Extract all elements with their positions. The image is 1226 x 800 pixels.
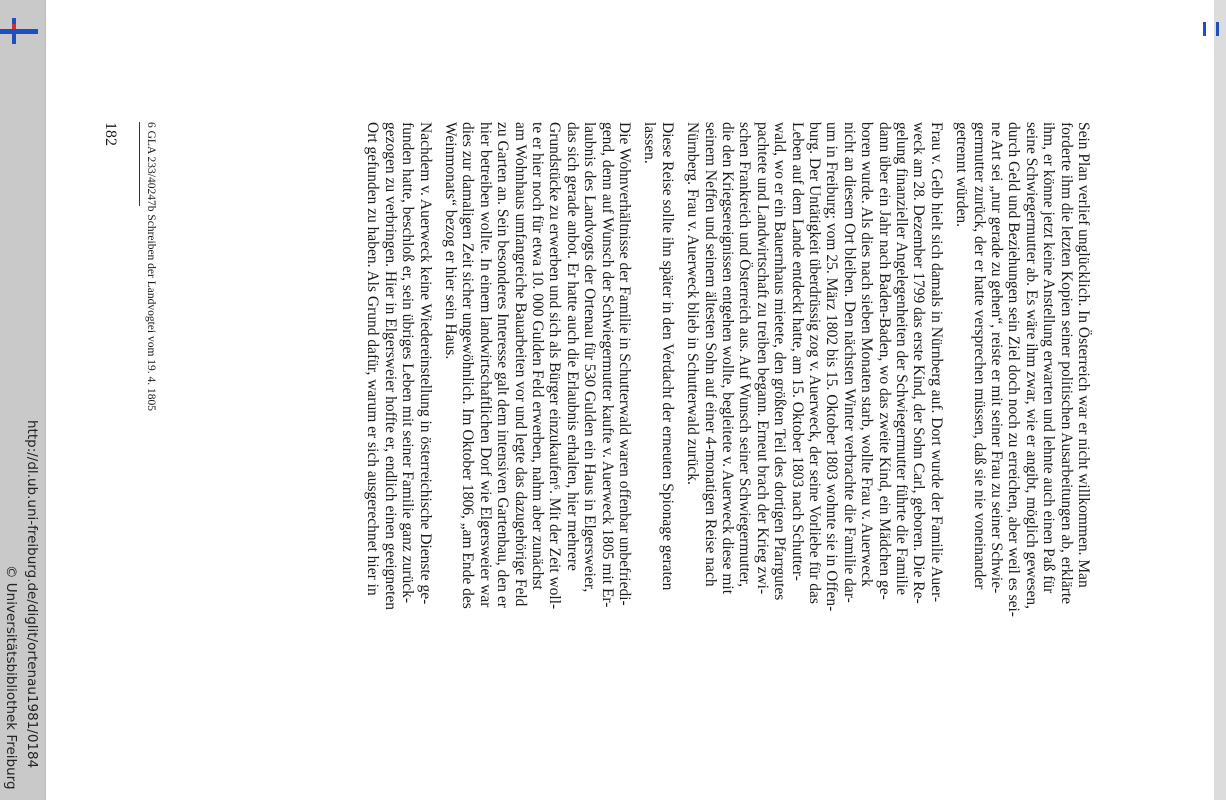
text-line: Frau v. Gelb hielt sich damals in Nürnberg auf. Dort wurde der Familie Auer- — [927, 122, 945, 603]
text-line: durch Geld und Beziehungen sein Ziel doch noch zu erreichen, aber weil es sei- — [1005, 122, 1023, 617]
text-line: Weinmonats“ bezog er hier sein Haus. — [442, 122, 459, 360]
text-line: schen Frankreich und Österreich aus. Auf Wunsch seiner Schwiegermutter, — [736, 122, 754, 588]
text-line: gelung finanzieller Angelegenheiten der Schwiegermutter führte die Familie — [893, 122, 910, 596]
text-line: Nürnberg. Frau v. Auerweck blieb in Schutterwald zurück. — [684, 122, 702, 485]
text-line: pachtete und Landwirtschaft zu treiben begann. Erneut brach der Krieg zwi- — [753, 122, 771, 595]
text-line: das sich gerade anbot. Er hatte auch die Erlaubnis erhalten, hier mehrere — [563, 122, 581, 571]
text-line: Grundstücke zu erwerben und sich als Bürger einzukaufen⁶. Mit der Zeit woll- — [546, 122, 564, 610]
text-line: lassen. — [641, 122, 659, 164]
text-line: Die Wohnverhältnisse der Familie in Schutterwald waren offenbar unbefriedi- — [616, 122, 633, 606]
text-line: ihm, er könne jetzt keine Anstellung erwarten und lehnte auch einen Paß für — [1040, 122, 1058, 594]
text-line: seinem Neffen und seinem ältesten Sohn auf einer 4-monatigen Reise nach — [701, 122, 719, 587]
text-line: burg. Der Untätigkeit überdrüssig zog v. Auerweck, der seine Vorliebe für das — [806, 122, 823, 604]
text-line: hier betreiben wollte. In einem landwirtschaftlichen Dorf wie Elgersweier war — [476, 122, 494, 608]
text-line: weck am 28. Dezember 1799 das erste Kind, der Sohn Carl, geboren. Die Re- — [910, 122, 928, 604]
text-line: te er hier noch für etwa 10. 000 Gulden Feld erwerben, nahm aber zunächst — [529, 122, 546, 590]
text-line: Sein Plan verlief unglücklich. In Österreich war er nicht willkommen. Man — [1075, 122, 1092, 588]
text-line: getrennt würden. — [953, 122, 971, 228]
text-line: gend, denn auf Wunsch der Schwiegermutter kaufte v. Auerweck 1805 mit Er- — [598, 122, 616, 608]
text-line: zu Garten an. Sein besonderes Interesse galt dem intensiven Gartenbau, den er — [494, 122, 512, 608]
copyright-notice: © Universitätsbibliothek Freiburg — [3, 565, 19, 790]
page-number: 182 — [102, 122, 119, 146]
text-line: laubnis des Landvogts der Ortenau für 530 Gulden ein Haus in Elgersweier, — [581, 122, 599, 593]
text-line: die den Kriegsereignissen entgehen wollte, begleitete v. Auerweck diese mit — [719, 122, 736, 595]
text-line: Nachdem v. Auerweck keine Wiedereinstellung in österreichische Dienste ge- — [416, 122, 434, 605]
text-line: Diese Reise sollte ihn später in den Verdacht der erneuten Spionage geraten — [658, 122, 676, 591]
text-line: Leben auf dem Lande entdeckt hatte, am 15. Oktober 1803 nach Schutter- — [788, 122, 806, 581]
text-line: Ort gefunden zu haben. Als Grund dafür, warum er sich ausgerechnet hier in — [364, 122, 382, 596]
text-line: wald, wo er ein Bauernhaus mietete, den größten Teil des dortigen Pfarrgutes — [771, 122, 789, 601]
text-line: seine Schwiegermutter ab. Es wäre ihm zwar, wie er angibt, möglich gewesen, — [1022, 122, 1040, 610]
text-line: nicht an diesem Ort bleiben. Den nächsten Winter verbrachte die Familie dar- — [840, 122, 858, 603]
text-line: dies zur damaligen Zeit sicher ungewöhnlich. Im Oktober 1806, „am Ende des — [459, 122, 477, 609]
text-line: am Wohnhaus umfangreiche Bauarbeiten vor und legte das dazugehörige Feld — [511, 122, 529, 607]
text-line: germutter zurück, der er hatte versprechen müssen, daß sie nie voneinander — [970, 122, 988, 590]
footnote: 6 GLA 233/40247b Schreiben der Landvogtei vom 19. 4. 1805 — [145, 122, 157, 412]
text-line: forderte ihm die letzten Kopien seiner politischen Ausarbeitungen ab, erklärte — [1057, 122, 1075, 605]
source-url[interactable]: http://dl.ub.uni-freiburg.de/diglit/ortenau1981/0184 — [24, 420, 40, 769]
text-line: gezogen zu verbringen. Hier in Elgersweier hoffte er, endlich einen geeigneten — [381, 122, 399, 610]
footnote-rule — [139, 122, 140, 206]
text-line: funden hatte, beschloß er, sein übriges Leben mit seiner Familie ganz zurück- — [399, 122, 417, 604]
text-line: dann über ein Jahr nach Baden-Baden, wo das zweite Kind, ein Mädchen ge- — [875, 122, 893, 600]
text-line: um in Freiburg; vom 25. März 1802 bis 15. Oktober 1803 wohnte sie in Offen- — [823, 122, 841, 612]
text-line: boren wurde. Als dies nach sieben Monaten starb, wollte Frau v. Auerweck — [858, 122, 876, 587]
text-line: ne Art sei „nur gerade zu gehen“, reiste er mit seiner Frau zu seiner Schwie- — [988, 122, 1005, 594]
